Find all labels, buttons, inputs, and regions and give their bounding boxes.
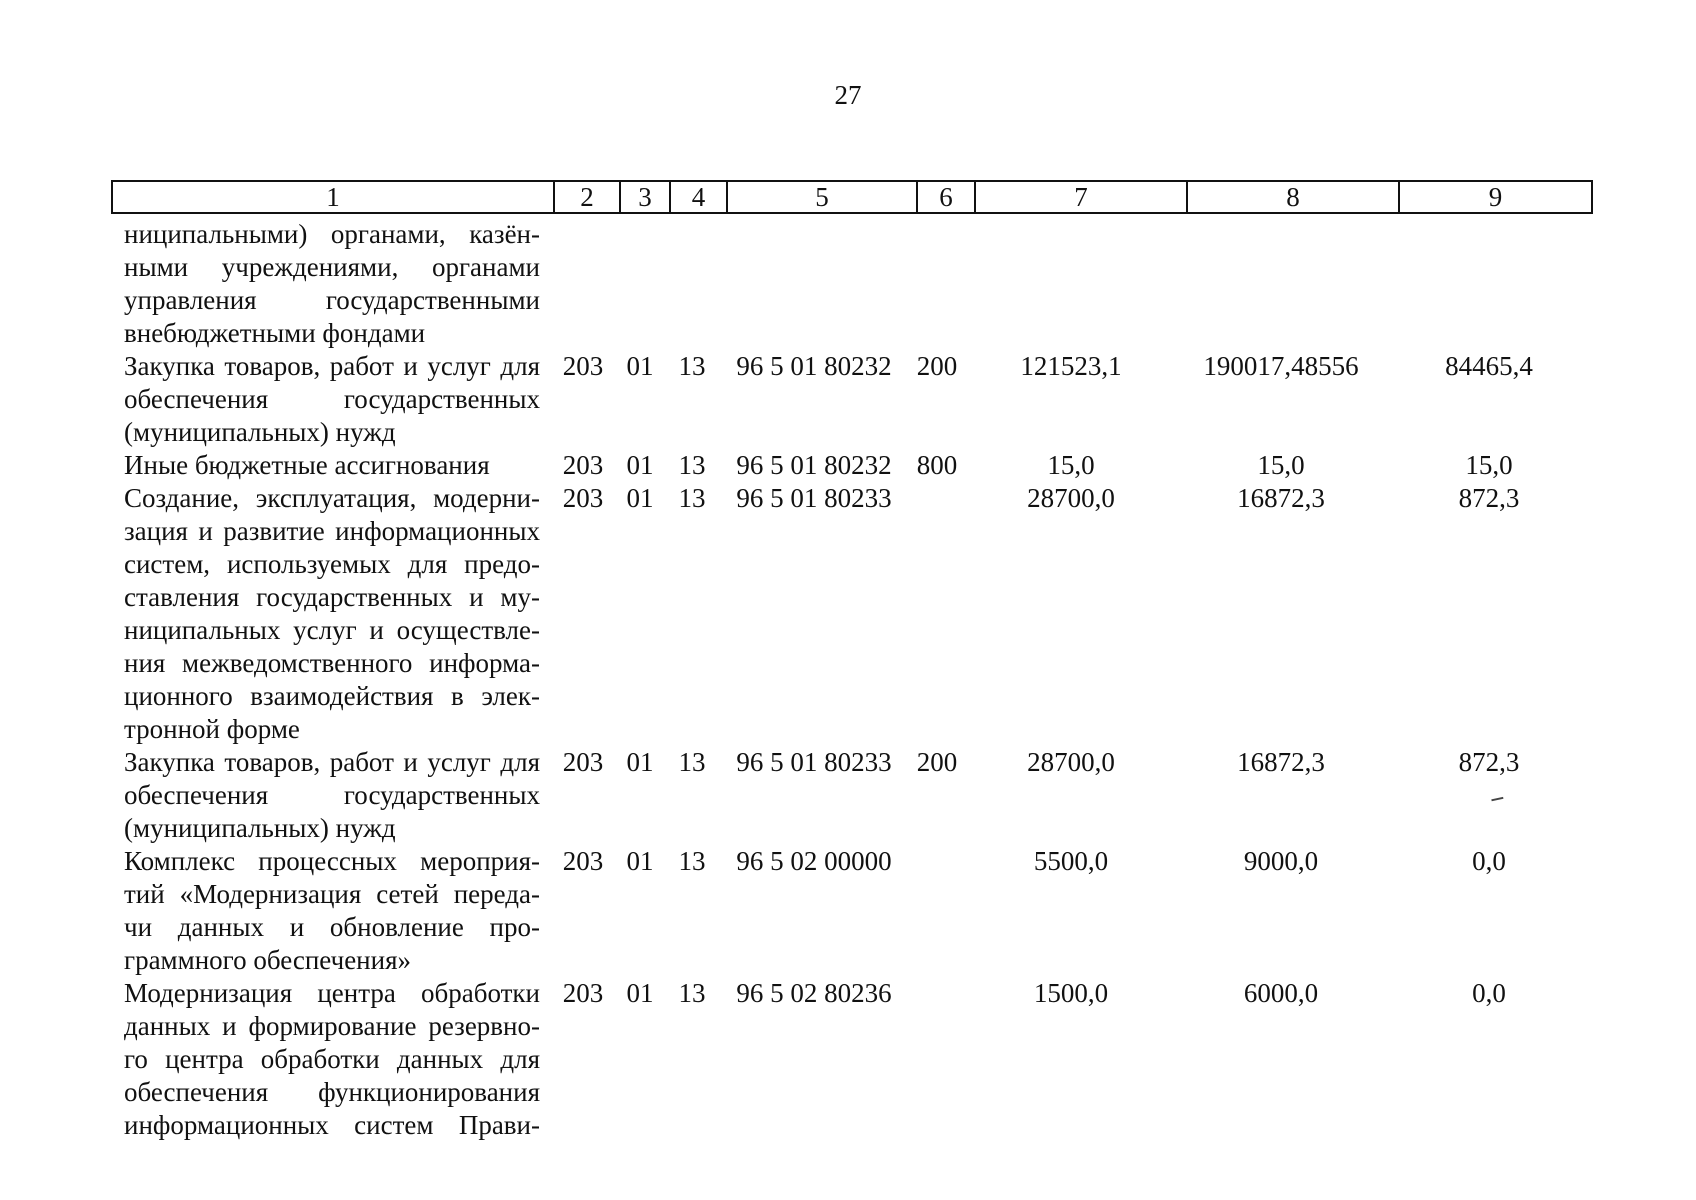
description-line: Закупка товаров, работ и услуг для (124, 351, 540, 381)
description-line: го центра обработки данных для (124, 1044, 540, 1074)
cell-amount-8: 6000,0 (1243, 978, 1319, 1008)
description-line: (муниципальных) нужд (124, 417, 396, 447)
cell-amount-8: 15,0 (1257, 450, 1305, 480)
cell-subsection: 13 (678, 351, 706, 381)
cell-expense-type: 200 (916, 747, 958, 777)
description-line: Иные бюджетные ассигнования (124, 450, 490, 480)
cell-subsection: 13 (678, 978, 706, 1008)
row-description (124, 482, 540, 746)
cell-ministry-code: 203 (562, 747, 604, 777)
description-line: ставления государственных и му- (124, 582, 540, 612)
cell-ministry-code: 203 (562, 846, 604, 876)
cell-target-article: 96 5 01 80232 (736, 450, 892, 480)
cell-amount-9: 0,0 (1472, 846, 1506, 876)
description-line: управления государственными (124, 285, 540, 315)
cell-amount-7: 15,0 (1047, 450, 1095, 480)
cell-amount-7: 1500,0 (1033, 978, 1109, 1008)
cell-target-article: 96 5 02 00000 (736, 846, 892, 876)
cell-amount-8: 9000,0 (1243, 846, 1319, 876)
cell-section: 01 (626, 978, 654, 1008)
description-line: обеспечения государственных (124, 384, 540, 414)
description-line: ния межведомственного информа- (124, 648, 540, 678)
header-col-6: 6 (916, 182, 974, 212)
row-description (124, 449, 540, 482)
header-col-4: 4 (669, 182, 726, 212)
description-line: (муниципальных) нужд (124, 813, 396, 843)
cell-amount-8: 190017,48556 (1203, 351, 1359, 381)
cell-section: 01 (626, 483, 654, 513)
page-number: 27 (834, 80, 862, 110)
description-line: данных и формирование резервно- (124, 1011, 540, 1041)
row-description (124, 977, 540, 1142)
row-description (124, 218, 540, 350)
cell-subsection: 13 (678, 747, 706, 777)
cell-subsection: 13 (678, 846, 706, 876)
header-col-8: 8 (1186, 182, 1398, 212)
cell-target-article: 96 5 01 80233 (736, 747, 892, 777)
description-line: Модернизация центра обработки (124, 978, 540, 1008)
cell-target-article: 96 5 01 80232 (736, 351, 892, 381)
row-description (124, 746, 540, 845)
cell-amount-7: 5500,0 (1033, 846, 1109, 876)
description-line: обеспечения функционирования (124, 1077, 540, 1107)
cell-ministry-code: 203 (562, 978, 604, 1008)
description-line: ниципальных услуг и осуществле- (124, 615, 540, 645)
cell-amount-9: 872,3 (1458, 747, 1520, 777)
description-line: информационных систем Прави- (124, 1110, 540, 1140)
cell-subsection: 13 (678, 450, 706, 480)
cell-amount-8: 16872,3 (1237, 483, 1325, 513)
cell-ministry-code: 203 (562, 483, 604, 513)
header-col-5: 5 (726, 182, 916, 212)
description-line: Создание, эксплуатация, модерни- (124, 483, 540, 513)
cell-amount-8: 16872,3 (1237, 747, 1325, 777)
description-line: зация и развитие информационных (124, 516, 540, 546)
cell-subsection: 13 (678, 483, 706, 513)
description-line: ционного взаимодействия в элек- (124, 681, 540, 711)
cell-amount-9: 84465,4 (1445, 351, 1533, 381)
cell-ministry-code: 203 (562, 351, 604, 381)
row-description (124, 845, 540, 977)
description-line: граммного обеспечения» (124, 945, 411, 975)
cell-ministry-code: 203 (562, 450, 604, 480)
description-line: Закупка товаров, работ и услуг для (124, 747, 540, 777)
cell-expense-type: 200 (916, 351, 958, 381)
header-col-1: 1 (326, 182, 340, 212)
description-line: обеспечения государственных (124, 780, 540, 810)
cell-section: 01 (626, 747, 654, 777)
cell-amount-9: 0,0 (1472, 978, 1506, 1008)
description-line: внебюджетными фондами (124, 318, 426, 348)
description-line: тий «Модернизация сетей переда- (124, 879, 540, 909)
header-col-3: 3 (619, 182, 669, 212)
description-line: тронной форме (124, 714, 300, 744)
cell-expense-type: 800 (916, 450, 958, 480)
header-col-9: 9 (1398, 182, 1591, 212)
cell-amount-9: 15,0 (1465, 450, 1513, 480)
cell-section: 01 (626, 450, 654, 480)
description-line: систем, используемых для предо- (124, 549, 540, 579)
scan-mark (1491, 797, 1504, 807)
description-line: Комплекс процессных мероприя- (124, 846, 540, 876)
header-col-2: 2 (553, 182, 619, 212)
cell-section: 01 (626, 846, 654, 876)
cell-amount-9: 872,3 (1458, 483, 1520, 513)
cell-amount-7: 28700,0 (1027, 483, 1115, 513)
cell-target-article: 96 5 01 80233 (736, 483, 892, 513)
cell-section: 01 (626, 351, 654, 381)
cell-target-article: 96 5 02 80236 (736, 978, 892, 1008)
header-col-7: 7 (974, 182, 1186, 212)
description-line: ниципальными) органами, казён- (124, 219, 540, 249)
cell-amount-7: 28700,0 (1027, 747, 1115, 777)
description-line: ными учреждениями, органами (124, 252, 540, 282)
row-description (124, 350, 540, 449)
table-header (111, 180, 1593, 214)
description-line: чи данных и обновление про- (124, 912, 540, 942)
cell-amount-7: 121523,1 (1020, 351, 1122, 381)
